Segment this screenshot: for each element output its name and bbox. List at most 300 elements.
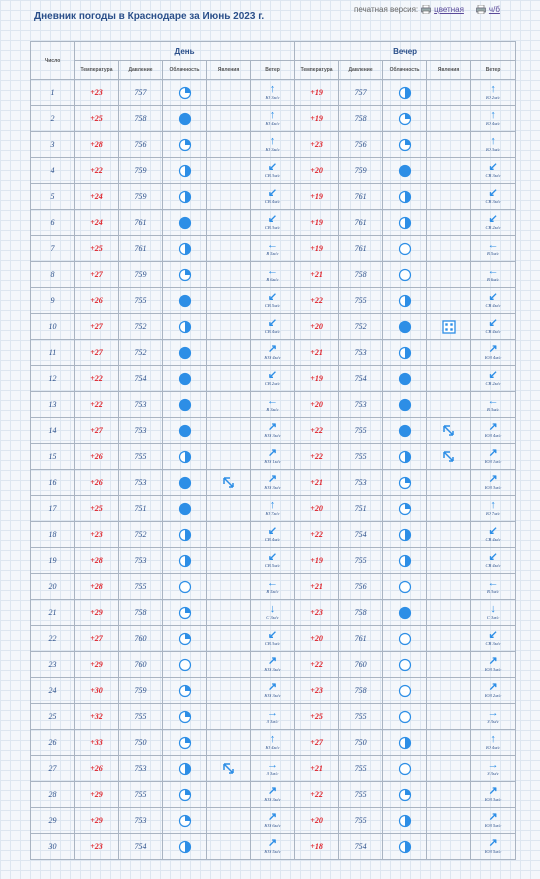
evening-cloudiness [383, 730, 427, 756]
page-title: Дневник погоды в Краснодаре за Июнь 2023 г. [34, 11, 265, 22]
day-phenomena [207, 834, 251, 860]
cloud-full-icon [178, 424, 192, 438]
evening-cloudiness [383, 522, 427, 548]
wind-speed-text: СВ 4м/с [485, 329, 501, 335]
arrow-up-icon: ↑ [269, 499, 276, 512]
day-cloudiness [163, 496, 207, 522]
arrow-up-right-icon: ↗ [488, 811, 498, 824]
day-pressure: 754 [119, 834, 163, 860]
wind-speed-text: З 3м/с [266, 771, 279, 777]
arrow-up-right-icon: ↗ [267, 343, 278, 356]
day-phenomena [207, 288, 251, 314]
day-temperature: +26 [75, 756, 119, 782]
cloud-empty-icon [178, 580, 192, 594]
day-number: 20 [31, 574, 75, 600]
wind-speed-text: ЮЗ 5м/с [264, 849, 281, 855]
wind-speed-text: ЮЗ 3м/с [264, 797, 281, 803]
day-cloudiness [163, 574, 207, 600]
day-phenomena [207, 704, 251, 730]
evening-wind [471, 288, 516, 314]
evening-temperature: +20 [295, 392, 339, 418]
evening-cloudiness [383, 600, 427, 626]
evening-cloudiness [383, 626, 427, 652]
cloud-partly-icon [178, 788, 192, 802]
table-row [31, 678, 516, 704]
day-cloudiness [163, 392, 207, 418]
printer-color-icon[interactable] [421, 5, 431, 14]
evening-phenomena [427, 236, 471, 262]
evening-wind [471, 210, 516, 236]
evening-phenomena [427, 470, 471, 496]
day-number: 28 [31, 782, 75, 808]
evening-cloudiness [383, 262, 427, 288]
printer-bw-icon[interactable] [476, 5, 486, 14]
day-number: 4 [31, 158, 75, 184]
arrow-up-icon: ↑ [269, 109, 276, 122]
cloud-full-icon [398, 320, 412, 334]
day-phenomena [207, 80, 251, 106]
evening-cloudiness [383, 444, 427, 470]
table-row [31, 704, 516, 730]
arrow-down-left-icon: ↙ [488, 629, 498, 642]
day-temperature: +26 [75, 288, 119, 314]
evening-pressure: 755 [339, 288, 383, 314]
evening-wind [471, 444, 516, 470]
day-number: 14 [31, 418, 75, 444]
evening-pressure: 755 [339, 808, 383, 834]
day-cloudiness [163, 106, 207, 132]
day-wind [251, 548, 295, 574]
day-number: 17 [31, 496, 75, 522]
day-number: 26 [31, 730, 75, 756]
print-bw-link[interactable]: ч/б [488, 5, 500, 14]
evening-cloudiness [383, 756, 427, 782]
evening-temperature: +21 [295, 262, 339, 288]
evening-wind [471, 262, 516, 288]
wind-speed-text: Ю 2м/с [486, 95, 501, 101]
wind-speed-text: ЮЗ 1м/с [484, 459, 502, 465]
wind-speed-text: СВ 4м/с [264, 199, 281, 205]
wind-speed-text: ЮЗ 3м/с [484, 485, 502, 491]
day-phenomena [207, 158, 251, 184]
evening-pressure: 754 [339, 834, 383, 860]
evening-cloudiness [383, 210, 427, 236]
header-evening-wind: Ветер [471, 61, 516, 80]
evening-temperature: +20 [295, 626, 339, 652]
wind-speed-text: СВ 4м/с [264, 537, 281, 543]
evening-cloudiness [383, 314, 427, 340]
evening-wind [471, 600, 516, 626]
wind-speed-text: Ю 7м/с [265, 511, 280, 517]
evening-temperature: +21 [295, 756, 339, 782]
day-cloudiness [163, 314, 207, 340]
header-evening-temperature: Температура [295, 61, 339, 80]
wind-speed-text: ЮЗ 3м/с [264, 433, 281, 439]
print-color-link[interactable]: цветная [434, 5, 464, 14]
wind-speed-text: З 3м/с [487, 719, 499, 725]
cloud-half-icon [398, 294, 412, 308]
day-temperature: +25 [75, 496, 119, 522]
cloud-full-icon [398, 606, 412, 620]
wind-speed-text: СВ 3м/с [264, 641, 281, 647]
evening-phenomena [427, 392, 471, 418]
evening-wind [471, 834, 516, 860]
evening-pressure: 755 [339, 548, 383, 574]
wind-speed-text: ЮЗ 3м/с [264, 485, 281, 491]
wind-speed-text: ЮЗ 1м/с [264, 459, 281, 465]
evening-phenomena [427, 262, 471, 288]
day-cloudiness [163, 704, 207, 730]
cloud-half-icon [178, 320, 192, 334]
day-number: 1 [31, 80, 75, 106]
evening-cloudiness [383, 184, 427, 210]
day-pressure: 755 [119, 444, 163, 470]
day-temperature: +23 [75, 80, 119, 106]
arrow-up-right-icon: ↗ [488, 655, 498, 668]
table-row [31, 80, 516, 106]
day-pressure: 753 [119, 392, 163, 418]
table-row [31, 574, 516, 600]
cloud-full-icon [398, 398, 412, 412]
arrow-up-right-icon: ↗ [267, 473, 278, 486]
evening-pressure: 761 [339, 236, 383, 262]
wind-speed-text: В 3м/с [486, 589, 500, 595]
day-wind [251, 782, 295, 808]
cloud-half-icon [398, 216, 412, 230]
day-phenomena [207, 782, 251, 808]
arrow-up-icon: ↑ [490, 109, 496, 122]
day-pressure: 760 [119, 652, 163, 678]
day-pressure: 753 [119, 756, 163, 782]
evening-wind [471, 184, 516, 210]
day-cloudiness [163, 288, 207, 314]
evening-cloudiness [383, 106, 427, 132]
header-evening-pressure: Давление [339, 61, 383, 80]
evening-phenomena [427, 314, 471, 340]
header-day-wind: Ветер [251, 61, 295, 80]
day-cloudiness [163, 782, 207, 808]
wind-speed-text: СВ 3м/с [264, 225, 281, 231]
arrow-up-right-icon: ↗ [267, 811, 278, 824]
day-wind [251, 184, 295, 210]
day-wind [251, 470, 295, 496]
evening-pressure: 751 [339, 496, 383, 522]
evening-wind [471, 782, 516, 808]
day-phenomena [207, 522, 251, 548]
day-temperature: +26 [75, 444, 119, 470]
day-cloudiness [163, 158, 207, 184]
day-cloudiness [163, 340, 207, 366]
header-day-pressure: Давление [119, 61, 163, 80]
arrow-up-right-icon: ↗ [267, 785, 278, 798]
day-pressure: 752 [119, 522, 163, 548]
evening-temperature: +20 [295, 158, 339, 184]
day-number: 9 [31, 288, 75, 314]
evening-temperature: +19 [295, 548, 339, 574]
day-cloudiness [163, 184, 207, 210]
day-temperature: +28 [75, 132, 119, 158]
table-row [31, 522, 516, 548]
cloud-partly-icon [178, 684, 192, 698]
arrow-up-right-icon: ↗ [488, 447, 498, 460]
evening-cloudiness [383, 782, 427, 808]
day-wind [251, 444, 295, 470]
table-row [31, 106, 516, 132]
table-row [31, 418, 516, 444]
evening-temperature: +22 [295, 522, 339, 548]
table-row [31, 366, 516, 392]
evening-pressure: 754 [339, 366, 383, 392]
day-pressure: 758 [119, 106, 163, 132]
wind-speed-text: Ю 4м/с [486, 121, 501, 127]
wind-speed-text: СВ 2м/с [485, 225, 501, 231]
wind-speed-text: Ю 4м/с [486, 745, 501, 751]
cloud-half-icon [178, 528, 192, 542]
day-phenomena [207, 132, 251, 158]
day-temperature: +29 [75, 600, 119, 626]
header-day-number: Число [31, 42, 75, 80]
evening-phenomena [427, 366, 471, 392]
day-phenomena [207, 548, 251, 574]
arrow-left-icon: ← [487, 395, 499, 408]
cloud-half-icon [178, 190, 192, 204]
day-wind [251, 522, 295, 548]
arrow-up-right-icon: ↗ [488, 681, 498, 694]
cloud-empty-icon [398, 268, 412, 282]
evening-temperature: +19 [295, 366, 339, 392]
table-row [31, 730, 516, 756]
evening-cloudiness [383, 834, 427, 860]
arrow-up-icon: ↑ [490, 83, 496, 96]
evening-cloudiness [383, 808, 427, 834]
arrow-up-icon: ↑ [490, 733, 496, 746]
day-temperature: +24 [75, 184, 119, 210]
wind-speed-text: С 3м/с [266, 615, 279, 621]
arrow-up-right-icon: ↗ [488, 837, 498, 850]
day-cloudiness [163, 808, 207, 834]
evening-pressure: 757 [339, 80, 383, 106]
evening-temperature: +19 [295, 236, 339, 262]
day-temperature: +23 [75, 834, 119, 860]
day-phenomena [207, 756, 251, 782]
arrow-left-icon: ← [267, 395, 279, 408]
table-row [31, 158, 516, 184]
cloud-partly-icon [398, 788, 412, 802]
cloud-half-icon [398, 450, 412, 464]
evening-wind [471, 574, 516, 600]
wind-speed-text: ЮЗ 4м/с [484, 355, 502, 361]
evening-cloudiness [383, 366, 427, 392]
day-phenomena [207, 418, 251, 444]
arrow-up-icon: ↑ [269, 135, 276, 148]
evening-phenomena [427, 288, 471, 314]
evening-temperature: +23 [295, 678, 339, 704]
evening-wind [471, 392, 516, 418]
weather-diary-table [30, 41, 516, 860]
cloud-empty-icon [398, 762, 412, 776]
table-row [31, 626, 516, 652]
day-phenomena [207, 574, 251, 600]
day-phenomena [207, 600, 251, 626]
cloud-full-icon [178, 398, 192, 412]
day-pressure: 753 [119, 418, 163, 444]
arrow-down-left-icon: ↙ [488, 187, 498, 200]
wind-speed-text: В 6м/с [266, 277, 279, 283]
arrow-up-icon: ↑ [269, 733, 276, 746]
wind-speed-text: СВ 2м/с [485, 381, 501, 387]
day-cloudiness [163, 80, 207, 106]
evening-phenomena [427, 184, 471, 210]
day-wind [251, 80, 295, 106]
wind-speed-text: ЮЗ 3м/с [484, 797, 502, 803]
day-number: 15 [31, 444, 75, 470]
arrow-down-left-icon: ↙ [267, 369, 278, 382]
day-number: 24 [31, 678, 75, 704]
wind-speed-text: ЮЗ 3м/с [484, 667, 502, 673]
cloud-empty-icon [398, 580, 412, 594]
arrow-down-left-icon: ↙ [488, 291, 498, 304]
day-pressure: 755 [119, 782, 163, 808]
day-cloudiness [163, 626, 207, 652]
day-temperature: +27 [75, 626, 119, 652]
wind-speed-text: В 5м/с [266, 251, 279, 257]
arrow-left-icon: ← [267, 239, 279, 252]
arrow-left-icon: ← [487, 239, 499, 252]
arrow-down-left-icon: ↙ [488, 525, 498, 538]
evening-cloudiness [383, 678, 427, 704]
arrow-down-left-icon: ↙ [488, 317, 498, 330]
day-wind [251, 314, 295, 340]
cloud-partly-icon [178, 632, 192, 646]
arrow-up-icon: ↑ [269, 83, 276, 96]
print-version-bar [354, 5, 500, 14]
day-cloudiness [163, 756, 207, 782]
cloud-half-icon [178, 450, 192, 464]
cloud-partly-icon [178, 736, 192, 750]
arrow-down-left-icon: ↙ [267, 551, 278, 564]
cloud-half-icon [178, 762, 192, 776]
cloud-full-icon [178, 346, 192, 360]
cloud-half-icon [398, 554, 412, 568]
cloud-partly-icon [398, 138, 412, 152]
day-wind [251, 704, 295, 730]
day-phenomena [207, 392, 251, 418]
day-pressure: 759 [119, 262, 163, 288]
day-temperature: +29 [75, 652, 119, 678]
day-phenomena [207, 678, 251, 704]
day-pressure: 759 [119, 184, 163, 210]
day-pressure: 759 [119, 158, 163, 184]
cloud-half-icon [398, 346, 412, 360]
day-phenomena [207, 340, 251, 366]
arrow-up-icon: ↑ [490, 135, 496, 148]
arrow-down-icon: ↓ [269, 603, 276, 616]
header-day-phenomena: Явления [207, 61, 251, 80]
evening-phenomena [427, 444, 471, 470]
cloud-half-icon [398, 86, 412, 100]
wind-speed-text: СВ 3м/с [264, 173, 281, 179]
header-evening-phenomena: Явления [427, 61, 471, 80]
cloud-half-icon [398, 190, 412, 204]
arrow-up-right-icon: ↗ [488, 473, 498, 486]
arrow-up-right-icon: ↗ [267, 447, 278, 460]
evening-wind [471, 158, 516, 184]
evening-temperature: +19 [295, 106, 339, 132]
day-pressure: 753 [119, 808, 163, 834]
day-number: 5 [31, 184, 75, 210]
evening-temperature: +27 [295, 730, 339, 756]
evening-phenomena [427, 808, 471, 834]
day-temperature: +30 [75, 678, 119, 704]
evening-cloudiness [383, 418, 427, 444]
evening-cloudiness [383, 80, 427, 106]
wind-speed-text: С 3м/с [486, 615, 500, 621]
cloud-half-icon [398, 814, 412, 828]
evening-temperature: +21 [295, 340, 339, 366]
day-pressure: 752 [119, 340, 163, 366]
evening-temperature: +23 [295, 132, 339, 158]
cloud-full-icon [178, 216, 192, 230]
day-temperature: +29 [75, 782, 119, 808]
evening-wind [471, 366, 516, 392]
day-number: 18 [31, 522, 75, 548]
header-day-cloudiness: Облачность [163, 61, 207, 80]
wind-speed-text: В 6м/с [486, 277, 500, 283]
evening-temperature: +22 [295, 418, 339, 444]
day-temperature: +22 [75, 366, 119, 392]
evening-wind [471, 314, 516, 340]
header-day-group: День [75, 42, 295, 61]
day-phenomena [207, 366, 251, 392]
evening-phenomena [427, 782, 471, 808]
wind-speed-text: З 3м/с [487, 771, 499, 777]
table-row [31, 314, 516, 340]
day-cloudiness [163, 470, 207, 496]
wind-speed-text: Ю 3м/с [486, 147, 501, 153]
evening-phenomena [427, 340, 471, 366]
evening-pressure: 753 [339, 392, 383, 418]
evening-pressure: 754 [339, 522, 383, 548]
day-cloudiness [163, 418, 207, 444]
evening-cloudiness [383, 652, 427, 678]
evening-pressure: 761 [339, 626, 383, 652]
day-pressure: 753 [119, 548, 163, 574]
day-phenomena [207, 236, 251, 262]
evening-wind [471, 626, 516, 652]
day-wind [251, 236, 295, 262]
evening-phenomena [427, 80, 471, 106]
wind-speed-text: СВ 4м/с [485, 537, 501, 543]
wind-speed-text: Ю 3м/с [265, 147, 280, 153]
wind-speed-text: ЮЗ 4м/с [484, 433, 502, 439]
thunderstorm-icon [222, 762, 236, 776]
day-temperature: +23 [75, 522, 119, 548]
day-wind [251, 392, 295, 418]
evening-wind [471, 80, 516, 106]
day-wind [251, 340, 295, 366]
day-temperature: +25 [75, 106, 119, 132]
cloud-half-icon [398, 736, 412, 750]
day-pressure: 755 [119, 574, 163, 600]
evening-pressure: 753 [339, 470, 383, 496]
day-pressure: 751 [119, 496, 163, 522]
wind-speed-text: СВ 4м/с [485, 303, 501, 309]
header-day-temperature: Температура [75, 61, 119, 80]
day-phenomena [207, 262, 251, 288]
day-phenomena [207, 184, 251, 210]
wind-speed-text: З 3м/с [266, 719, 279, 725]
evening-wind [471, 548, 516, 574]
